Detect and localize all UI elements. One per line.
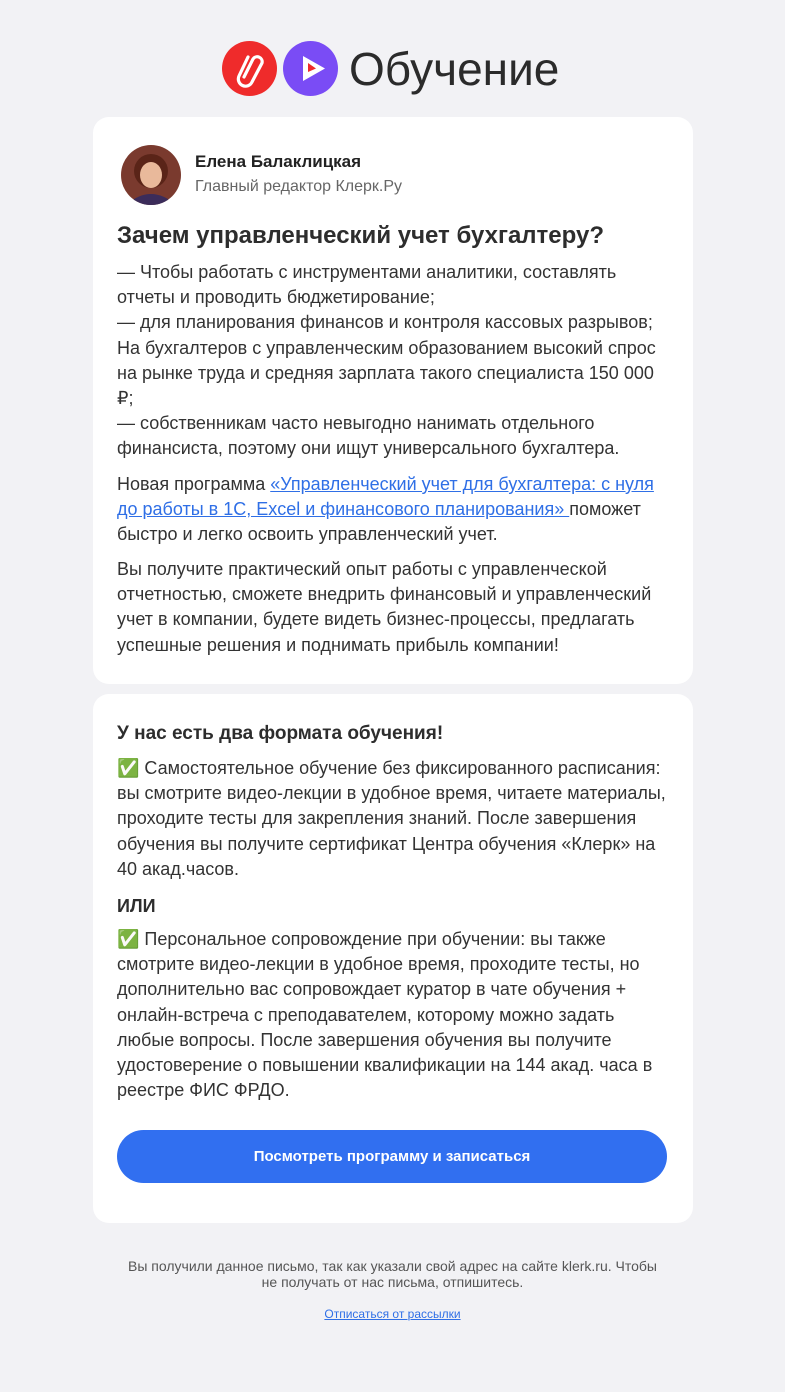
author-name: Елена Балаклицкая <box>195 152 362 171</box>
benefits-paragraph: Вы получите практический опыт работы с управленческой отчетностью, сможете внедрить финансовый и управленческий учет в компании, будете видеть бизнес-процессы, предлагать успешные решения и поднимать прибыль компании! <box>117 559 652 655</box>
program-link[interactable]: «Управленческий учет для бухгалтера: с нуля до работы в 1С, Excel и финансового планирования» <box>117 474 654 520</box>
format-option-self: ✅ Самостоятельное обучение без фиксированного расписания: вы смотрите видео-лекции в удобное время, читаете материалы, проходите тесты для закрепления знаний. После завершения обучения вы получите сертификат Центра обучения «Клерк» на 40 акад.часов. <box>117 758 666 879</box>
view-program-button[interactable]: Посмотреть программу и записаться <box>117 1130 667 1183</box>
play-flag-icon <box>283 41 338 96</box>
footer-notice: Вы получили данное письмо, так как указали свой адрес на сайте klerk.ru. Чтобы не получать от нас письма, отпишитесь. <box>128 1258 657 1290</box>
formats-heading: У нас есть два формата обучения! <box>117 723 444 744</box>
unsubscribe-link[interactable]: Отписаться от рассылки <box>324 1307 461 1321</box>
format-option-personal: ✅ Персональное сопровождение при обучении: вы также смотрите видео-лекции в удобное время, проходите тесты, но дополнительно вас сопровождает куратор в чате обучения + онлайн-встреча с преподавателем, которому можно задать любые вопросы. После завершения обучения вы получите удостоверение о повышении квалификации на 144 акад. часа в реестре ФИС ФРДО. <box>117 929 653 1101</box>
paperclip-icon <box>222 41 277 96</box>
logo-title: Обучение <box>349 43 560 95</box>
author-role: Главный редактор Клерк.Ру <box>195 178 403 195</box>
program-suffix: поможет быстро и легко освоить управленческий учет. <box>117 499 641 545</box>
intro-card <box>93 117 693 684</box>
avatar <box>121 145 181 205</box>
or-label: ИЛИ <box>117 896 156 916</box>
formats-card <box>93 694 693 1223</box>
intro-heading: Зачем управленческий учет бухгалтеру? <box>117 222 605 249</box>
intro-bullets: — Чтобы работать с инструментами аналитики, составлять отчеты и проводить бюджетирование; — для планирования финансов и контроля кассовых разрывов; На бухгалтеров с управленческим образованием высокий спрос на рынке труда и средняя зарплата такого специалиста 150 000 ₽; — собственникам часто невыгодно нанимать отдельного финансиста, поэтому они ищут универсального бухгалтера. <box>117 262 656 459</box>
program-prefix: Новая программа <box>117 474 271 494</box>
email-header <box>0 0 785 117</box>
program-paragraph <box>117 472 669 548</box>
